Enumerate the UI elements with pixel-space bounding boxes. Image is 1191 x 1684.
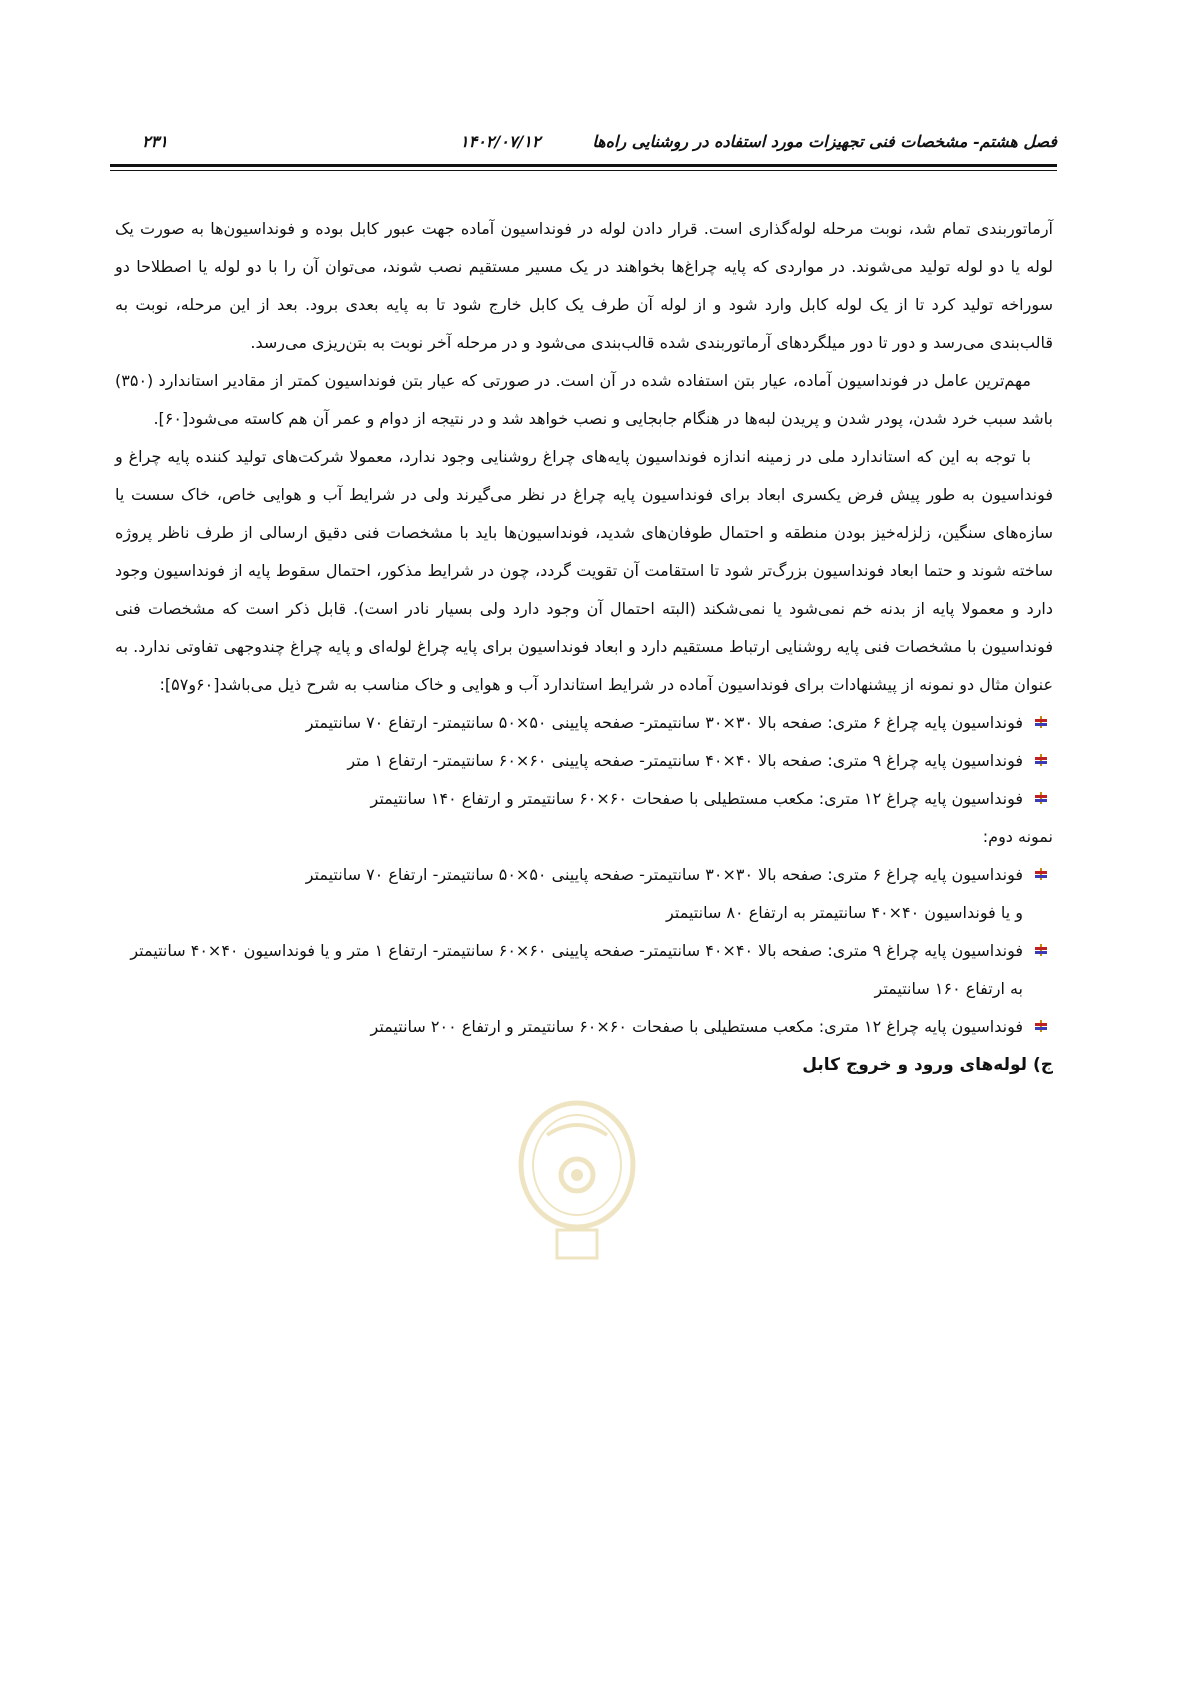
bullet-icon — [1035, 754, 1047, 766]
page-header — [110, 128, 1057, 158]
header-date: ۱۴۰۲/۰۷/۱۲ — [460, 132, 541, 151]
bullet-icon — [1035, 716, 1047, 728]
list-item — [115, 780, 1053, 818]
list-item — [115, 1008, 1053, 1046]
seal-watermark-icon — [517, 1095, 637, 1265]
list-item — [115, 742, 1053, 780]
paragraph-3: با توجه به این که استاندارد ملی در زمینه اندازه فونداسیون پایه‌های چراغ روشنایی وجود ندارد، معمولا شرکت‌های تولید کننده پایه چراغ و فونداسیون به طور پیش فرض یکسری ابعاد برای فونداسیون پایه چراغ در نظر می‌گیرند ولی در شرایط آب و هوایی خاص، خاک سست یا سازه‌های سنگین، زلزله‌خیز بودن منطقه و احتمال طوفان‌های شدید، فونداسیون‌ها باید با مشخصات فنی دقیق ارسالی از طرف ناظر پروژه ساخته شوند و حتما ابعاد فونداسیون بزرگ‌تر شود تا استقامت آن تقویت گردد، چون در شرایط مذکور، احتمال سقوط پایه از فونداسیون وجود دارد و معمولا پایه از بدنه خم نمی‌شود یا نمی‌شکند (البته احتمال آن وجود دارد ولی بسیار نادر است). قابل ذکر است که مشخصات فنی فونداسیون با مشخصات فنی پایه روشنایی ارتباط مستقیم دارد و ابعاد فونداسیون برای پایه چراغ لوله‌ای و پایه چراغ چندوجهی تفاوتی ندارد. به عنوان مثال دو نمونه از پیشنهادات برای فونداسیون آماده در شرایط استاندارد آب و هوایی و خاک مناسب به شرح ذیل می‌باشد[۶۰و۵۷]: — [115, 447, 1053, 694]
list-item-text: فونداسیون پایه چراغ ۱۲ متری: مکعب مستطیلی با صفحات ۶۰×۶۰ سانتیمتر و ارتفاع ۱۴۰ سانتیمتر — [370, 789, 1023, 808]
example-2-label: نمونه دوم: — [982, 827, 1053, 846]
list-item-continuation: و یا فونداسیون ۴۰×۴۰ سانتیمتر به ارتفاع ۸۰ سانتیمتر — [666, 903, 1023, 922]
list-item-text: فونداسیون پایه چراغ ۹ متری: صفحه بالا ۴۰×۴۰ سانتیمتر- صفحه پایینی ۶۰×۶۰ سانتیمتر- ارتفاع ۱ متر — [347, 751, 1023, 770]
paragraph-2: مهم‌ترین عامل در فونداسیون آماده، عیار بتن استفاده شده در آن است. در صورتی که عیار بتن فونداسیون کمتر از مقادیر استاندارد (۳۵۰) باشد سبب خرد شدن، پودر شدن و پریدن لبه‌ها در هنگام جابجایی و نصب خواهد شد و در نتیجه از دوام و عمر آن هم کاسته می‌شود[۶۰]. — [115, 371, 1053, 428]
header-rule-thin — [110, 170, 1057, 171]
page-number: ۲۳۱ — [142, 132, 168, 151]
bullet-icon — [1035, 868, 1047, 880]
bullet-icon — [1035, 944, 1047, 956]
header-rule-thick — [110, 164, 1057, 167]
bullet-icon — [1035, 792, 1047, 804]
list-item — [115, 704, 1053, 742]
bullet-icon — [1035, 1020, 1047, 1032]
list-item — [115, 856, 1053, 932]
list-item-text: فونداسیون پایه چراغ ۶ متری: صفحه بالا ۳۰×۳۰ سانتیمتر- صفحه پایینی ۵۰×۵۰ سانتیمتر- ارتفاع ۷۰ سانتیمتر — [305, 865, 1023, 884]
list-item — [115, 932, 1053, 1008]
section-heading: ج) لوله‌های ورود و خروج کابل — [802, 1055, 1053, 1075]
chapter-title: فصل هشتم- مشخصات فنی تجهیزات مورد استفاده در روشنایی راه‌ها — [592, 132, 1057, 151]
body-text — [115, 210, 1053, 1084]
list-item-text: فونداسیون پایه چراغ ۶ متری: صفحه بالا ۳۰×۳۰ سانتیمتر- صفحه پایینی ۵۰×۵۰ سانتیمتر- ارتفاع ۷۰ سانتیمتر — [305, 713, 1023, 732]
list-item-text: فونداسیون پایه چراغ ۹ متری: صفحه بالا ۴۰×۴۰ سانتیمتر- صفحه پایینی ۶۰×۶۰ سانتیمتر- ارتفاع ۱ متر و یا فونداسیون ۴۰×۴۰ سانتیمتر به ارتفاع ۱۶۰ سانتیمتر — [130, 941, 1023, 998]
list-item-text: فونداسیون پایه چراغ ۱۲ متری: مکعب مستطیلی با صفحات ۶۰×۶۰ سانتیمتر و ارتفاع ۲۰۰ سانتیمتر — [370, 1017, 1023, 1036]
paragraph-1: آرماتوربندی تمام شد، نوبت مرحله لوله‌گذاری است. قرار دادن لوله در فونداسیون آماده جهت عبور کابل بوده و فونداسیون‌ها به صورت یک لوله یا دو لوله تولید می‌شوند. در مواردی که پایه چراغ‌ها بخواهند در یک مسیر مستقیم نصب شوند، می‌توان آن را با دو لوله یا اصطلاحا دو سوراخه تولید کرد تا از یک لوله کابل وارد شود و از لوله آن طرف یک کابل خارج شود تا به پایه بعدی برود. بعد از این مرحله، نوبت به قالب‌بندی می‌رسد و دور تا دور میلگردهای آرماتوربندی شده قالب‌بندی می‌شود و در مرحله آخر نوبت به بتن‌ریزی می‌رسد. — [115, 219, 1053, 352]
